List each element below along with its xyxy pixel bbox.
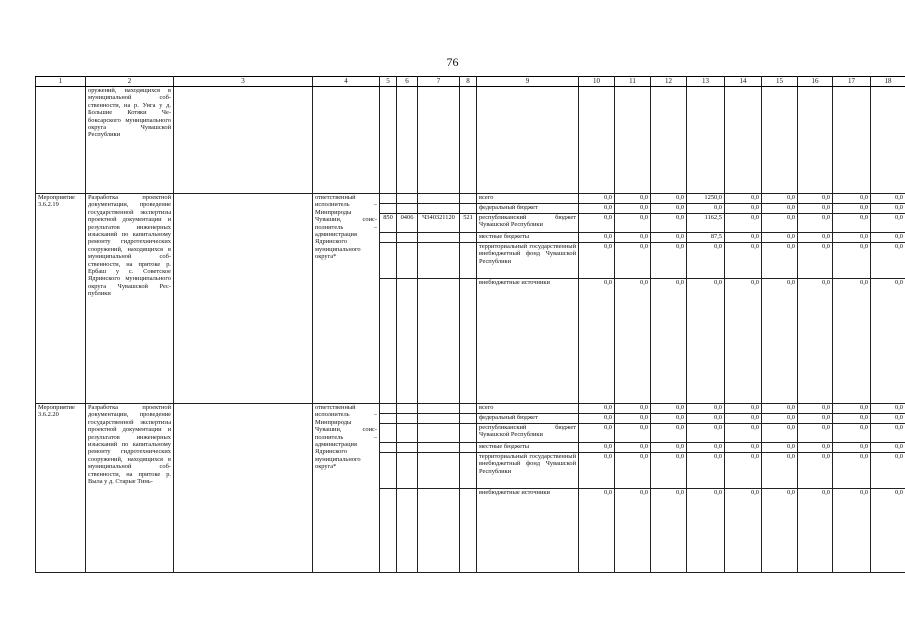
value-cell: 0,0 (725, 453, 762, 489)
empty-cell (651, 87, 687, 194)
empty-cell (460, 443, 477, 453)
empty-cell (725, 87, 762, 194)
value-cell: 1162,5 (687, 214, 725, 233)
value-cell: 0,0 (871, 424, 905, 443)
empty-cell (397, 414, 418, 424)
value-cell: 0,0 (833, 243, 871, 279)
value-cell: 0,0 (798, 404, 833, 414)
empty-cell (418, 443, 460, 453)
value-cell: 0,0 (687, 279, 725, 404)
empty-cell (460, 453, 477, 489)
value-cell: 0,0 (651, 279, 687, 404)
value-cell: 0,0 (798, 489, 833, 573)
empty-cell (460, 87, 477, 194)
empty-cell (397, 453, 418, 489)
funding-source: всего (477, 404, 579, 414)
empty-cell (418, 279, 460, 404)
value-cell: 0,0 (579, 404, 615, 414)
value-cell: 0,0 (725, 443, 762, 453)
value-cell: 0,0 (725, 204, 762, 214)
value-cell: 0,0 (725, 233, 762, 243)
col-header: 6 (397, 77, 418, 87)
value-cell: 0,0 (651, 243, 687, 279)
program-table (35, 76, 905, 573)
empty-cell (313, 87, 380, 194)
col-header: 3 (174, 77, 313, 87)
value-cell: 0,0 (687, 489, 725, 573)
empty-cell (380, 233, 397, 243)
table-row (36, 404, 905, 414)
value-cell: 0,0 (651, 233, 687, 243)
value-cell: 0,0 (615, 194, 651, 204)
empty-cell (418, 404, 460, 414)
empty-cell (397, 87, 418, 194)
column-number-row (36, 77, 905, 87)
empty-cell (174, 87, 313, 194)
col-header: 15 (762, 77, 798, 87)
activity-description: Разработка проектной документации, проведение государственной экспертизы проектной документации и результатов инженерных изысканий по капитальному ремонту гидротехнических сооружений, находящихся в муниципальной собственности, на притоке р. Ербаш у с. Советское Ядринского муниципального округа Чувашской Республики (86, 194, 174, 404)
value-cell: 1250,0 (687, 194, 725, 204)
value-cell: 0,0 (871, 453, 905, 489)
value-cell: 0,0 (615, 489, 651, 573)
value-cell: 0,0 (651, 194, 687, 204)
value-cell: 0,0 (833, 194, 871, 204)
value-cell: 0,0 (687, 424, 725, 443)
value-cell: 0,0 (579, 414, 615, 424)
empty-cell (418, 489, 460, 573)
value-cell: 0,0 (798, 194, 833, 204)
value-cell: 0,0 (579, 243, 615, 279)
col-header: 10 (579, 77, 615, 87)
value-cell: 0,0 (615, 279, 651, 404)
value-cell: 0,0 (762, 453, 798, 489)
empty-cell (460, 194, 477, 204)
value-cell: 0,0 (579, 214, 615, 233)
section-code: 0406 (397, 214, 418, 233)
empty-cell (380, 404, 397, 414)
value-cell: 0,0 (615, 214, 651, 233)
activity-code: Мероприятие 3.6.2.20 (36, 404, 86, 573)
col-header: 7 (418, 77, 460, 87)
value-cell: 0,0 (798, 243, 833, 279)
value-cell: 0,0 (798, 453, 833, 489)
value-cell: 0,0 (615, 204, 651, 214)
value-cell: 0,0 (762, 233, 798, 243)
value-cell: 0,0 (579, 424, 615, 443)
table-row (36, 194, 905, 204)
empty-cell (798, 87, 833, 194)
value-cell: 0,0 (871, 279, 905, 404)
value-cell: 0,0 (687, 443, 725, 453)
empty-cell (418, 243, 460, 279)
value-cell: 0,0 (762, 404, 798, 414)
value-cell: 0,0 (579, 489, 615, 573)
value-cell: 0,0 (833, 279, 871, 404)
empty-cell (380, 424, 397, 443)
value-cell: 0,0 (725, 214, 762, 233)
value-cell: 0,0 (833, 489, 871, 573)
value-cell: 0,0 (871, 414, 905, 424)
value-cell: 0,0 (615, 414, 651, 424)
value-cell: 0,0 (651, 489, 687, 573)
value-cell: 0,0 (725, 279, 762, 404)
value-cell: 0,0 (833, 414, 871, 424)
empty-cell (380, 414, 397, 424)
value-cell: 0,0 (762, 204, 798, 214)
empty-cell (460, 414, 477, 424)
value-cell: 0,0 (798, 233, 833, 243)
empty-cell (418, 424, 460, 443)
col-header: 9 (477, 77, 579, 87)
col-header: 18 (871, 77, 905, 87)
col-header: 8 (460, 77, 477, 87)
value-cell: 0,0 (651, 404, 687, 414)
value-cell: 0,0 (833, 214, 871, 233)
col-header: 14 (725, 77, 762, 87)
funding-source: территориальный государственный внебюджетный фонд Чувашской Республики (477, 453, 579, 489)
value-cell: 0,0 (725, 243, 762, 279)
empty-cell (397, 204, 418, 214)
col-header: 2 (86, 77, 174, 87)
empty-cell (174, 194, 313, 404)
responsible-executor: ответственный исполнитель – Минприроды Чувашии, соисполнитель – администрация Ядринского муниципального округа* (313, 194, 380, 404)
value-cell: 0,0 (651, 453, 687, 489)
value-cell: 0,0 (725, 194, 762, 204)
empty-cell (418, 414, 460, 424)
value-cell: 0,0 (615, 443, 651, 453)
col-header: 17 (833, 77, 871, 87)
empty-cell (380, 453, 397, 489)
value-cell: 0,0 (651, 204, 687, 214)
empty-cell (762, 87, 798, 194)
value-cell: 0,0 (687, 204, 725, 214)
empty-cell (460, 204, 477, 214)
value-cell: 0,0 (579, 204, 615, 214)
value-cell: 0,0 (762, 279, 798, 404)
empty-cell (418, 87, 460, 194)
col-header: 5 (380, 77, 397, 87)
activity-code: Мероприятие 3.6.2.19 (36, 194, 86, 404)
value-cell: 0,0 (687, 243, 725, 279)
funding-source: республиканский бюджет Чувашской Республики (477, 214, 579, 233)
value-cell: 0,0 (871, 204, 905, 214)
funding-source: федеральный бюджет (477, 414, 579, 424)
value-cell: 0,0 (687, 414, 725, 424)
value-cell: 0,0 (615, 453, 651, 489)
empty-cell (418, 194, 460, 204)
value-cell: 0,0 (615, 233, 651, 243)
value-cell: 0,0 (651, 214, 687, 233)
value-cell: 0,0 (798, 204, 833, 214)
empty-cell (833, 87, 871, 194)
empty-cell (397, 279, 418, 404)
empty-cell (460, 404, 477, 414)
empty-cell (380, 87, 397, 194)
value-cell: 0,0 (687, 404, 725, 414)
empty-cell (477, 87, 579, 194)
grbs-code: 850 (380, 214, 397, 233)
value-cell: 0,0 (762, 214, 798, 233)
value-cell: 0,0 (579, 453, 615, 489)
responsible-executor: ответственный исполнитель – Минприроды Чувашии, соисполнитель – администрация Ядринского муниципального округа* (313, 404, 380, 573)
value-cell: 0,0 (615, 243, 651, 279)
empty-cell (380, 243, 397, 279)
empty-cell (397, 424, 418, 443)
empty-cell (687, 87, 725, 194)
value-cell: 0,0 (871, 243, 905, 279)
expense-type-code: 521 (460, 214, 477, 233)
value-cell: 0,0 (762, 243, 798, 279)
col-header: 16 (798, 77, 833, 87)
value-cell: 0,0 (871, 443, 905, 453)
value-cell: 0,0 (762, 194, 798, 204)
value-cell: 0,0 (615, 404, 651, 414)
page-number: 76 (446, 55, 459, 69)
empty-cell (579, 87, 615, 194)
value-cell: 0,0 (762, 424, 798, 443)
value-cell: 87,5 (687, 233, 725, 243)
empty-cell (460, 243, 477, 279)
col-header: 1 (36, 77, 86, 87)
value-cell: 0,0 (871, 194, 905, 204)
empty-cell (418, 204, 460, 214)
empty-cell (460, 233, 477, 243)
empty-cell (615, 87, 651, 194)
value-cell: 0,0 (651, 414, 687, 424)
value-cell: 0,0 (762, 414, 798, 424)
value-cell: 0,0 (615, 424, 651, 443)
value-cell: 0,0 (871, 214, 905, 233)
empty-cell (397, 404, 418, 414)
funding-source: местные бюджеты (477, 233, 579, 243)
value-cell: 0,0 (725, 414, 762, 424)
empty-cell (460, 279, 477, 404)
value-cell: 0,0 (725, 489, 762, 573)
target-article-code: Ч340321120 (418, 214, 460, 233)
col-header: 13 (687, 77, 725, 87)
empty-cell (397, 489, 418, 573)
funding-source: республиканский бюджет Чувашской Республики (477, 424, 579, 443)
value-cell: 0,0 (579, 443, 615, 453)
funding-source: внебюджетные источники (477, 279, 579, 404)
value-cell: 0,0 (871, 233, 905, 243)
value-cell: 0,0 (833, 424, 871, 443)
value-cell: 0,0 (798, 414, 833, 424)
activity-description: Разработка проектной документации, проведение государственной экспертизы проектной документации и результатов инженерных изысканий по капитальному ремонту гидротехнических сооружений, находящихся в муниципальной собственности, на притоке р. Выла у д. Старые Тинь- (86, 404, 174, 573)
value-cell: 0,0 (833, 404, 871, 414)
value-cell: 0,0 (579, 279, 615, 404)
empty-cell (397, 194, 418, 204)
funding-source: федеральный бюджет (477, 204, 579, 214)
value-cell: 0,0 (762, 489, 798, 573)
empty-cell (380, 279, 397, 404)
value-cell: 0,0 (833, 233, 871, 243)
col-header: 11 (615, 77, 651, 87)
value-cell: 0,0 (725, 424, 762, 443)
empty-cell (36, 87, 86, 194)
carry-over-description: оружений, находящихся в муниципальной собственности, на р. Унга у д. Большие Котяки Чебоксарского муниципального округа Чувашской Республики (86, 87, 174, 194)
value-cell: 0,0 (725, 404, 762, 414)
value-cell: 0,0 (579, 194, 615, 204)
empty-cell (397, 443, 418, 453)
value-cell: 0,0 (651, 424, 687, 443)
value-cell: 0,0 (871, 489, 905, 573)
funding-source: внебюджетные источники (477, 489, 579, 573)
value-cell: 0,0 (798, 424, 833, 443)
empty-cell (380, 443, 397, 453)
carry-over-row (36, 87, 905, 194)
value-cell: 0,0 (798, 443, 833, 453)
empty-cell (460, 489, 477, 573)
funding-source: местные бюджеты (477, 443, 579, 453)
col-header: 4 (313, 77, 380, 87)
value-cell: 0,0 (651, 443, 687, 453)
empty-cell (380, 204, 397, 214)
value-cell: 0,0 (833, 204, 871, 214)
value-cell: 0,0 (833, 443, 871, 453)
empty-cell (174, 404, 313, 573)
value-cell: 0,0 (762, 443, 798, 453)
value-cell: 0,0 (687, 453, 725, 489)
empty-cell (871, 87, 905, 194)
value-cell: 0,0 (798, 214, 833, 233)
empty-cell (397, 243, 418, 279)
value-cell: 0,0 (871, 404, 905, 414)
empty-cell (418, 233, 460, 243)
value-cell: 0,0 (579, 233, 615, 243)
empty-cell (397, 233, 418, 243)
empty-cell (380, 489, 397, 573)
empty-cell (418, 453, 460, 489)
empty-cell (460, 424, 477, 443)
funding-source: всего (477, 194, 579, 204)
value-cell: 0,0 (798, 279, 833, 404)
funding-source: территориальный государственный внебюджетный фонд Чувашской Республики (477, 243, 579, 279)
col-header: 12 (651, 77, 687, 87)
empty-cell (380, 194, 397, 204)
value-cell: 0,0 (833, 453, 871, 489)
